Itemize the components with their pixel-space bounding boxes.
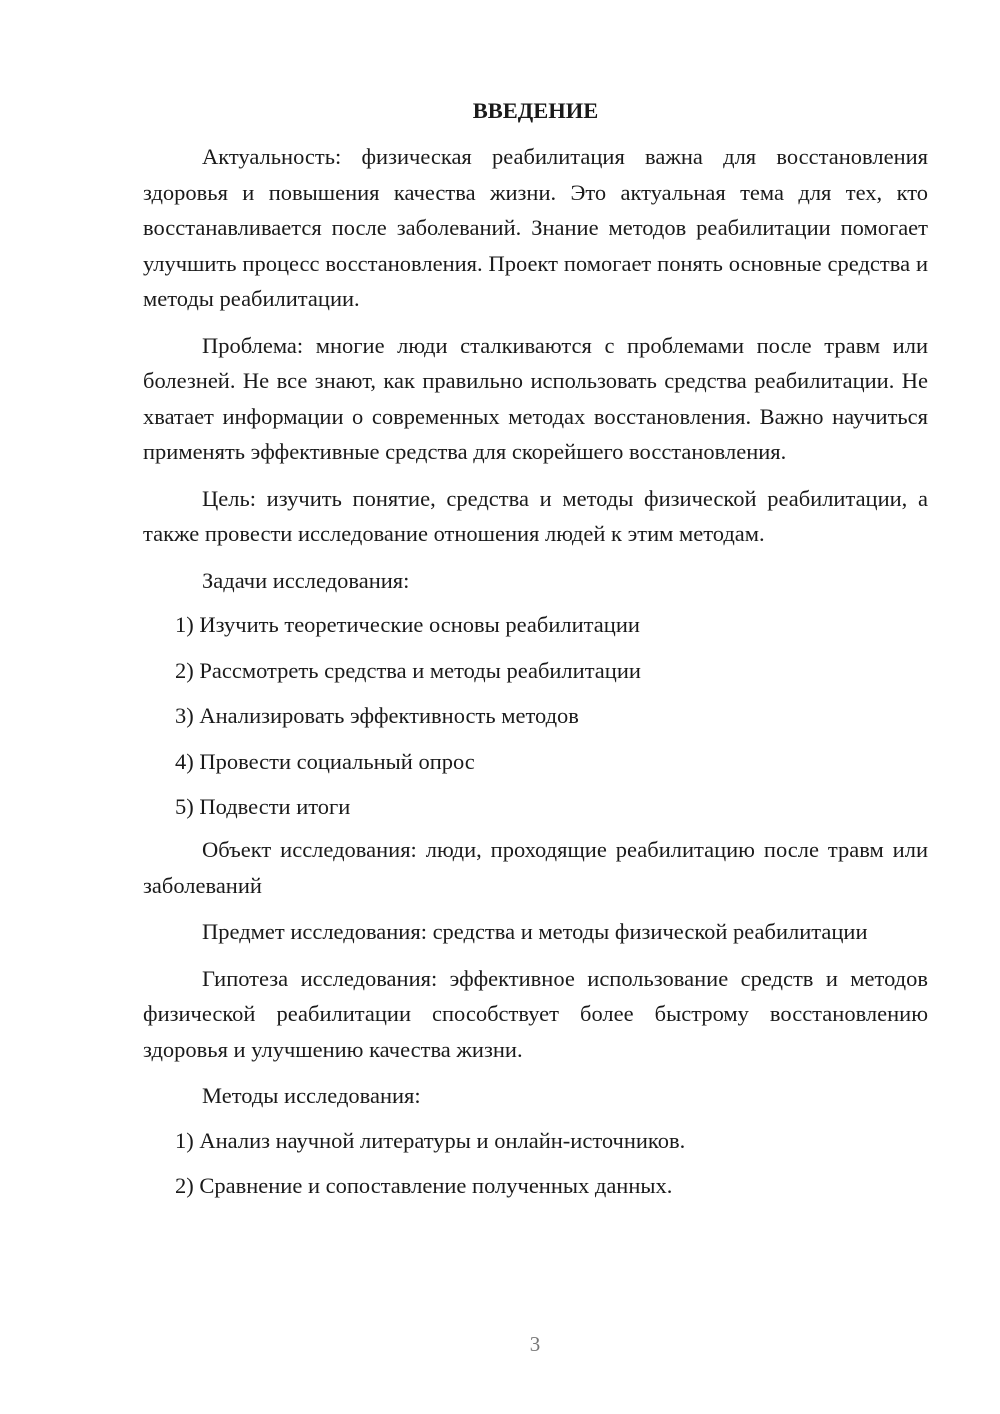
page-title: ВВЕДЕНИЕ (472, 98, 599, 123)
problem-paragraph: Проблема: многие люди сталкиваются с проблемами после травм или болезней. Не все знают, как правильно использовать средства реабилитации. Не хватает информации о современных методах восстановления. Важно научиться применять эффективные средства для скорейшего восстановления. (143, 332, 928, 464)
methods-heading: Методы исследования: (202, 1083, 421, 1108)
list-item: 1) Изучить теоретические основы реабилитации (175, 612, 640, 637)
list-item: 2) Сравнение и сопоставление полученных данных. (175, 1173, 673, 1198)
list-item: 1) Анализ научной литературы и онлайн-источников. (175, 1127, 686, 1153)
hypothesis-paragraph: Гипотеза исследования: эффективное использование средств и методов физической реабилитации способствует более быстрому восстановлению здоровья и улучшению качества жизни. (143, 965, 928, 1062)
methods-list (143, 1123, 928, 1214)
goal-paragraph: Цель: изучить понятие, средства и методы физической реабилитации, а также провести исследование отношения людей к этим методам. (143, 485, 928, 546)
page-number: 3 (529, 1332, 541, 1356)
object-paragraph: Объект исследования: люди, проходящие реабилитацию после травм или заболеваний (143, 837, 928, 898)
relevance-paragraph: Актуальность: физическая реабилитация важна для восстановления здоровья и повышения качества жизни. Это актуальная тема для тех, кто восстанавливается после заболеваний. Знание методов реабилитации помогает улучшить процесс восстановления. Проект помогает понять основные средства и методы реабилитации. (143, 144, 928, 311)
list-item: 5) Подвести итоги (175, 794, 351, 819)
tasks-heading: Задачи исследования: (202, 567, 410, 593)
list-item: 4) Провести социальный опрос (175, 748, 475, 774)
list-item: 2) Рассмотреть средства и методы реабилитации (175, 657, 641, 683)
list-item: 3) Анализировать эффективность методов (175, 703, 579, 728)
subject-paragraph: Предмет исследования: средства и методы физической реабилитации (202, 919, 868, 944)
page-content (143, 93, 928, 1214)
tasks-list (143, 607, 928, 832)
